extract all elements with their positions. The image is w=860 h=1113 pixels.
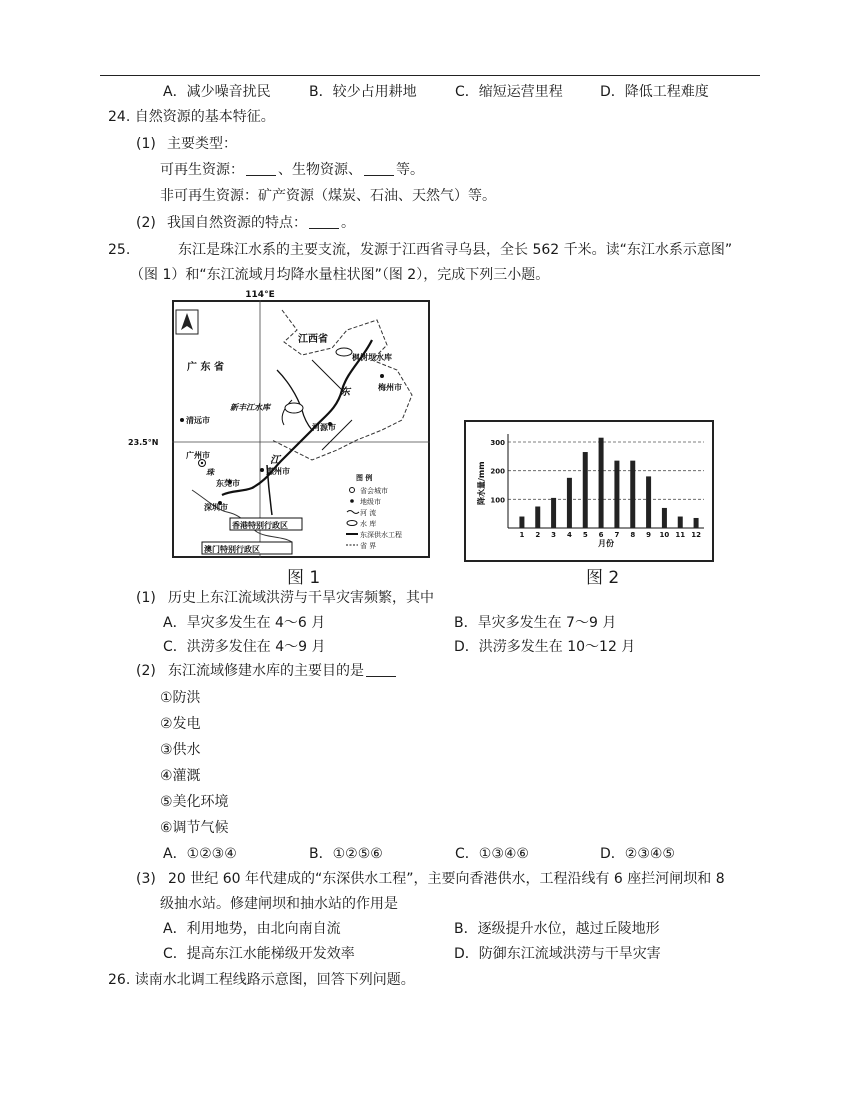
x-tick-label: 1 [519,531,525,539]
q23-option-c[interactable]: C．缩短运营里程 [455,84,563,100]
reservoir-xfj [285,403,303,413]
q23-option-b[interactable]: B．较少占用耕地 [309,84,417,100]
bar [662,508,667,528]
answer-blank[interactable] [364,161,394,176]
dongguan-label: 东莞市 [216,479,240,488]
y-tick-label: 200 [490,467,505,476]
q26-stem: 26. 读南水北调工程线路示意图，回答下列问题。 [108,972,415,988]
y-axis-label: 降水量/mm [477,461,486,505]
bar [583,452,588,528]
x-tick-label: 5 [582,531,588,539]
legend-capital-icon [350,488,355,493]
renewable-prefix: 可再生资源： [160,162,244,178]
river-jiang-label: 江 [270,455,280,466]
fsb-reservoir-label: 枫树坝水库 [352,353,392,362]
north-arrow-icon [176,310,198,334]
hk-label: 香港特别行政区 [232,521,288,530]
q25-sub2-text: 东江流域修建水库的主要目的是 [168,663,364,679]
q25-sub2-item: ⑥调节气候 [160,820,229,836]
legend-item: 地级市 [360,498,381,506]
x-tick-label: 6 [598,531,604,539]
q23-option-d[interactable]: D．降低工程难度 [600,84,709,100]
q25-sub2-option-a[interactable]: A．①②③④ [163,846,237,862]
renewable-mid: 、生物资源、 [278,162,362,178]
x-axis-label: 月份 [598,539,614,548]
bar [519,517,524,528]
q25-sub2-item: ⑤美化环境 [160,794,229,810]
legend-item: 省会城市 [360,487,388,495]
x-tick-label: 12 [691,531,701,539]
answer-blank[interactable] [366,662,396,677]
x-tick-label: 10 [659,531,670,539]
y-tick-label: 100 [490,496,505,505]
q25-sub3-line1: 20 世纪 60 年代建成的“东深供水工程”，主要向香港供水，工程沿线有 6 座拦河闸坝和 8 [168,871,725,887]
legend-item: 东深供水工程 [360,531,402,539]
latitude-label: 23.5°N [128,438,159,447]
q25-number: 25. [108,242,131,258]
east-river-map [128,290,430,558]
x-tick-label: 2 [535,531,541,539]
x-tick-label: 4 [566,531,572,539]
bar [678,517,683,528]
legend-title: 图 例 [356,474,373,482]
city-marker [260,468,264,472]
q25-sub3-option-d[interactable]: D．防御东江流域洪涝与干旱灾害 [454,946,661,962]
q25-sub2-option-b[interactable]: B．①②⑤⑥ [309,846,383,862]
qingyuan-label: 清远市 [186,416,210,425]
q25-sub2-label: (2) [136,663,156,679]
q25-sub1-label: (1) [136,590,156,606]
macau-label: 澳门特别行政区 [204,545,260,554]
city-marker [380,374,384,378]
renewable-suffix: 等。 [396,162,424,178]
bar [630,461,635,528]
bar [614,461,619,528]
q25-sub3-option-c[interactable]: C．提高东江水能梯级开发效率 [163,946,355,962]
q25-sub2-option-d[interactable]: D．②③④⑤ [600,846,675,862]
precipitation-bar-chart [464,420,714,562]
bar [567,478,572,528]
bar [646,476,651,528]
legend-reservoir-icon [347,521,357,526]
q25-sub2-line [168,661,398,681]
q25-sub2-item: ①防洪 [160,690,201,706]
x-tick-label: 11 [675,531,686,539]
bar [694,518,699,528]
q25-sub2-item: ③供水 [160,742,201,758]
q25-sub3-label: (3) [136,871,156,887]
legend-item: 水 库 [360,520,377,528]
q25-stem-line2: （图 1）和“东江流域月均降水量柱状图”（图 2），完成下列三小题。 [130,267,550,283]
q25-sub2-item: ②发电 [160,716,201,732]
top-rule [100,75,760,76]
x-tick-label: 9 [646,531,652,539]
figure2-caption: 图 2 [586,568,620,588]
bar [599,438,604,528]
q24-nonrenewable-line: 非可再生资源：矿产资源（煤炭、石油、天然气）等。 [160,188,496,204]
q24-sub2-label: (2) [136,215,156,231]
jiangxi-label: 江西省 [298,334,328,345]
q25-sub2-option-c[interactable]: C．①③④⑥ [455,846,529,862]
guangzhou-label: 广州市 [186,451,210,460]
q24-sub2-text: 我国自然资源的特点： [167,215,307,231]
q24-sub2-suffix: 。 [341,215,355,231]
x-tick-label: 3 [551,531,557,539]
q25-sub1-option-a[interactable]: A．旱灾多发生在 4～6 月 [163,615,326,631]
q25-sub1-option-c[interactable]: C．洪涝多发住在 4～9 月 [163,639,326,655]
river-zhu-label: 珠 [206,468,214,477]
x-tick-label: 7 [614,531,620,539]
figure1-caption: 图 1 [287,568,321,588]
xfj-reservoir-label: 新丰江水库 [230,403,270,412]
q25-sub1-option-b[interactable]: B．旱灾多发生在 7～9 月 [454,615,617,631]
shenzhen-label: 深圳市 [204,503,228,512]
q25-sub3-line2: 级抽水站。修建闸坝和抽水站的作用是 [160,896,398,912]
heyuan-label: 河源市 [312,423,336,432]
bar [551,498,556,528]
q24-renewable-line [160,160,424,180]
x-tick-label: 8 [630,531,636,539]
q25-sub3-option-a[interactable]: A．利用地势，由北向南自流 [163,921,341,937]
legend-item: 省 界 [360,542,377,550]
y-tick-label: 300 [490,439,505,447]
q24-stem: 24. 自然资源的基本特征。 [108,109,275,125]
legend-item: 河 流 [360,509,377,517]
capital-marker [201,462,203,464]
reservoir-fsb [336,348,352,356]
longitude-label: 114°E [245,290,275,300]
q23-option-a[interactable]: A．减少噪音扰民 [163,84,271,100]
bar [535,507,540,529]
meizhou-label: 梅州市 [378,383,402,392]
answer-blank[interactable] [309,214,339,229]
q25-stem-line1: 东江是珠江水系的主要支流，发源于江西省寻乌县，全长 562 千米。读“东江水系示意图” [178,242,733,258]
q25-sub3-option-b[interactable]: B．逐级提升水位，越过丘陵地形 [454,921,660,937]
q25-sub1-text: 历史上东江流域洪涝与干旱灾害频繁，其中 [168,590,434,606]
river-dong-label: 东 [340,387,350,398]
city-marker [180,418,184,422]
q25-sub2-item: ④灌溉 [160,768,201,784]
q24-sub1-label: (1) [136,136,156,152]
guangdong-label: 广 东 省 [187,362,224,373]
q24-sub2-line [167,213,355,233]
answer-blank[interactable] [246,161,276,176]
huizhou-label: 惠州市 [266,467,290,476]
q24-sub1-text: 主要类型： [167,136,237,152]
legend-city-icon [350,499,354,503]
q25-sub1-option-d[interactable]: D．洪涝多发生在 10～12 月 [454,639,636,655]
